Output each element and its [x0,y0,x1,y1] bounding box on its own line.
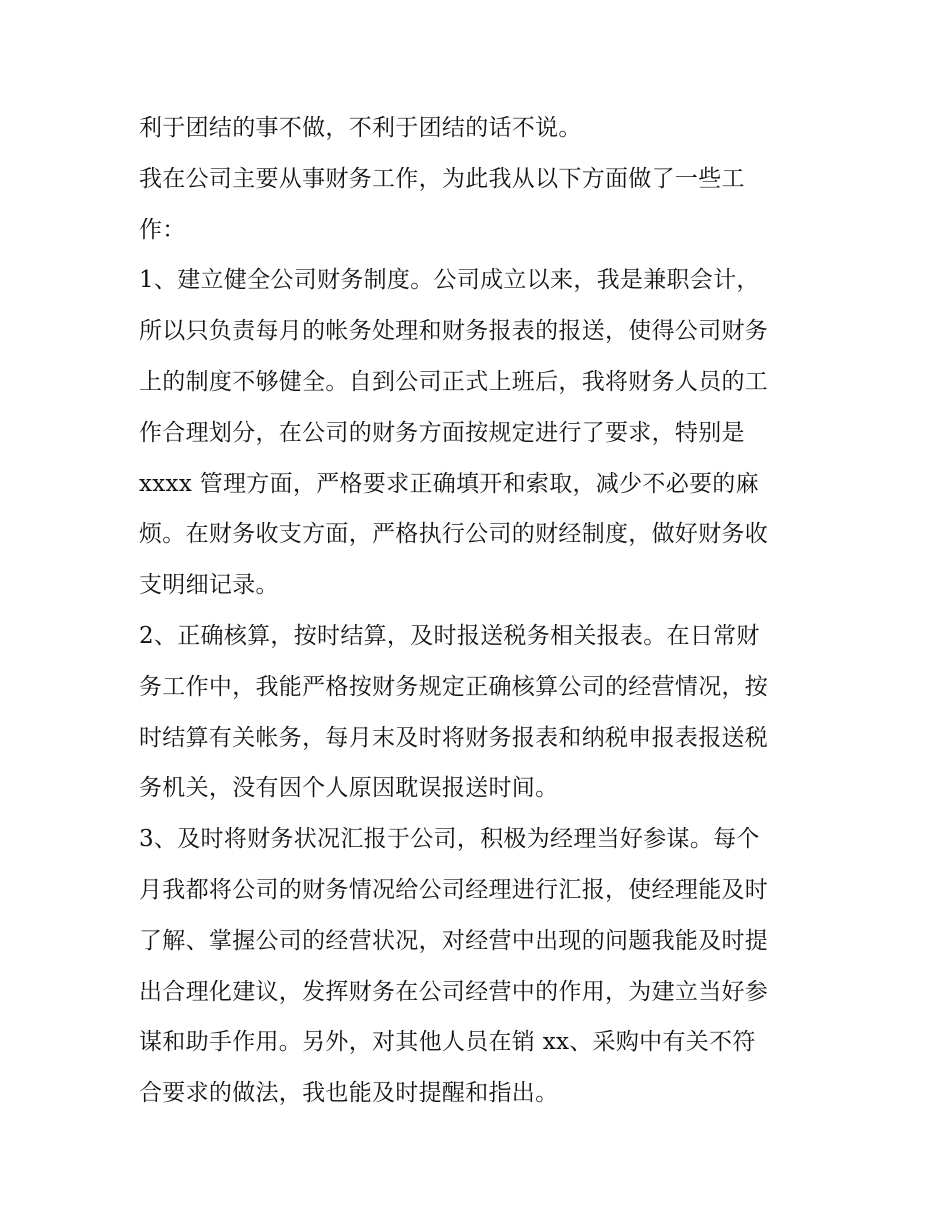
text-line: 了解、掌握公司的经营状况，对经营中出现的问题我能及时提 [139,927,769,954]
text-line: 合要求的做法，我也能及时提醒和指出。 [139,1080,559,1107]
text-line: xxxx 管理方面，严格要求正确填开和索取，减少不必要的麻 [139,470,759,497]
text-line: 谋和助手作用。另外，对其他人员在销 xx、采购中有关不符 [139,1029,756,1056]
text-line: 作合理划分，在公司的财务方面按规定进行了要求，特别是 [139,419,745,446]
text-line: 支明细记录。 [139,572,279,599]
text-line: 出合理化建议，发挥财务在公司经营中的作用，为建立当好参 [139,978,769,1005]
text-line: 我在公司主要从事财务工作，为此我从以下方面做了一些工 [139,165,745,192]
text-line: 3、及时将财务状况汇报于公司，积极为经理当好参谋。每个 [139,826,760,853]
text-line: 1、建立健全公司财务制度。公司成立以来，我是兼职会计， [139,267,760,294]
document-body [139,103,819,1119]
text-line: 利于团结的事不做，不利于团结的话不说。 [139,115,582,141]
text-line: 务机关，没有因个人原因耽误报送时间。 [139,775,559,802]
text-line: 务工作中，我能严格按财务规定正确核算公司的经营情况，按 [139,673,769,700]
text-line: 上的制度不够健全。自到公司正式上班后，我将财务人员的工 [139,368,769,395]
text-line: 烦。在财务收支方面，严格执行公司的财经制度，做好财务收 [139,521,769,548]
text-line: 2、正确核算，按时结算，及时报送税务相关报表。在日常财 [139,622,760,649]
text-line: 时结算有关帐务，每月末及时将财务报表和纳税申报表报送税 [139,724,769,751]
text-line: 作： [139,216,186,243]
text-line: 月我都将公司的财务情况给公司经理进行汇报，使经理能及时 [139,876,769,903]
text-line: 所以只负责每月的帐务处理和财务报表的报送，使得公司财务 [139,318,769,345]
